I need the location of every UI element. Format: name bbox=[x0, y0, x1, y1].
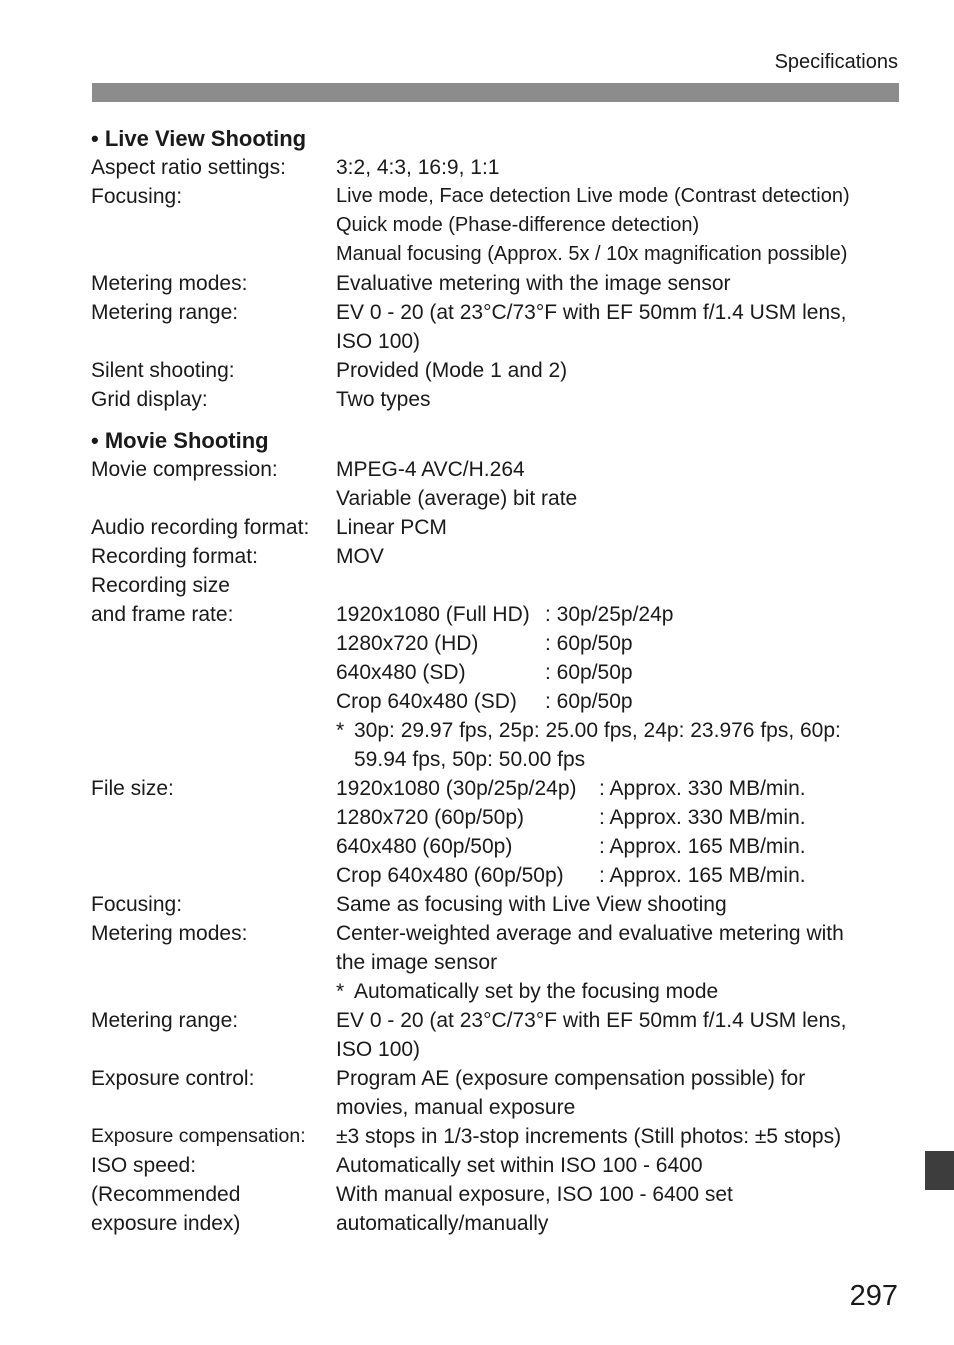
spec-label: Focusing: bbox=[91, 185, 183, 208]
size-row bbox=[336, 658, 901, 687]
file-size-row bbox=[336, 803, 901, 832]
spec-value: MOV bbox=[336, 545, 384, 568]
spec-label: Exposure control: bbox=[91, 1067, 255, 1090]
spec-row-recording-format bbox=[91, 542, 901, 571]
spec-label-line: ISO speed: bbox=[91, 1154, 197, 1177]
page-number: 297 bbox=[849, 1280, 898, 1312]
spec-value: movies, manual exposure bbox=[336, 1096, 576, 1119]
spec-label-line: and frame rate: bbox=[91, 603, 234, 626]
file-size-mode: 1920x1080 (30p/25p/24p) bbox=[336, 777, 577, 800]
spec-label-line: exposure index) bbox=[91, 1212, 241, 1235]
spec-value: Linear PCM bbox=[336, 516, 447, 539]
spec-value: EV 0 - 20 (at 23°C/73°F with EF 50mm f/1.4 USM lens, bbox=[336, 301, 847, 324]
spec-label-line: (Recommended bbox=[91, 1183, 241, 1206]
spec-value: EV 0 - 20 (at 23°C/73°F with EF 50mm f/1.4 USM lens, bbox=[336, 1009, 847, 1032]
spec-row-iso-speed bbox=[91, 1151, 901, 1238]
spec-value: Two types bbox=[336, 388, 431, 411]
fps-note bbox=[336, 716, 901, 774]
spec-row-recording-size bbox=[91, 571, 901, 774]
size-row bbox=[336, 600, 901, 629]
size-rate: : 60p/50p bbox=[545, 661, 633, 684]
spec-value: Evaluative metering with the image sensor bbox=[336, 272, 731, 295]
spec-value: Manual focusing (Approx. 5x / 10x magnification possible) bbox=[336, 243, 848, 265]
spec-label: File size: bbox=[91, 777, 174, 800]
spec-row-aspect-ratio bbox=[91, 153, 901, 182]
spec-content bbox=[91, 124, 901, 1238]
spec-row-movie-metering-modes bbox=[91, 919, 901, 1006]
spec-label: Metering range: bbox=[91, 301, 239, 324]
note-asterisk: * bbox=[336, 980, 345, 1003]
spec-row-exposure-control bbox=[91, 1064, 901, 1122]
file-size-mode: 1280x720 (60p/50p) bbox=[336, 806, 524, 829]
spec-row-compression bbox=[91, 455, 901, 513]
spec-value: Live mode, Face detection Live mode (Contrast detection) bbox=[336, 185, 850, 207]
running-header: Specifications bbox=[774, 51, 898, 73]
file-size-row bbox=[336, 861, 901, 890]
spec-value: Provided (Mode 1 and 2) bbox=[336, 359, 568, 382]
spec-label: Recording format: bbox=[91, 545, 258, 568]
spec-label: Focusing: bbox=[91, 893, 183, 916]
file-size-value: : Approx. 330 MB/min. bbox=[599, 806, 806, 829]
spec-value: ISO 100) bbox=[336, 330, 421, 353]
file-size-value: : Approx. 330 MB/min. bbox=[599, 777, 806, 800]
spec-label: Movie compression: bbox=[91, 458, 278, 481]
size-name: Crop 640x480 (SD) bbox=[336, 690, 517, 713]
header-bar bbox=[92, 83, 899, 102]
spec-value: Quick mode (Phase-difference detection) bbox=[336, 214, 700, 236]
spec-label: Aspect ratio settings: bbox=[91, 156, 286, 179]
spec-label bbox=[91, 571, 336, 774]
spec-value: 3:2, 4:3, 16:9, 1:1 bbox=[336, 156, 500, 179]
spec-value: ISO 100) bbox=[336, 1038, 421, 1061]
live-view-section bbox=[91, 124, 901, 414]
spec-value: ±3 stops in 1/3-stop increments (Still photos: ±5 stops) bbox=[336, 1125, 842, 1148]
file-size-mode: Crop 640x480 (60p/50p) bbox=[336, 864, 564, 887]
size-rate: : 60p/50p bbox=[545, 690, 633, 713]
file-size-value: : Approx. 165 MB/min. bbox=[599, 835, 806, 858]
spec-value: With manual exposure, ISO 100 - 6400 set bbox=[336, 1183, 733, 1206]
spec-row-silent-shooting bbox=[91, 356, 901, 385]
size-name: 640x480 (SD) bbox=[336, 661, 466, 684]
spec-row-file-size bbox=[91, 774, 901, 890]
spec-row-movie-focusing bbox=[91, 890, 901, 919]
file-size-row bbox=[336, 832, 901, 861]
spec-row-metering-range bbox=[91, 298, 901, 356]
spec-label: Metering range: bbox=[91, 1009, 239, 1032]
spec-row-exposure-compensation bbox=[91, 1122, 901, 1151]
spec-value: Same as focusing with Live View shooting bbox=[336, 893, 727, 916]
spec-row-movie-metering-range bbox=[91, 1006, 901, 1064]
spec-label: Silent shooting: bbox=[91, 359, 235, 382]
spec-label-line: Recording size bbox=[91, 574, 230, 597]
spec-label: Exposure compensation: bbox=[91, 1125, 306, 1147]
note-asterisk: * bbox=[336, 719, 345, 742]
spec-value: Variable (average) bit rate bbox=[336, 487, 578, 510]
spec-value: automatically/manually bbox=[336, 1212, 549, 1235]
spec-label bbox=[91, 1151, 336, 1238]
size-name: 1280x720 (HD) bbox=[336, 632, 479, 655]
spec-label: Metering modes: bbox=[91, 922, 248, 945]
spec-row-metering-modes bbox=[91, 269, 901, 298]
spec-label: Metering modes: bbox=[91, 272, 248, 295]
size-row bbox=[336, 687, 901, 716]
file-size-value: : Approx. 165 MB/min. bbox=[599, 864, 806, 887]
spec-label: Grid display: bbox=[91, 388, 208, 411]
note-text: 30p: 29.97 fps, 25p: 25.00 fps, 24p: 23.976 fps, 60p: bbox=[354, 719, 841, 742]
movie-section bbox=[91, 426, 901, 1238]
size-name: 1920x1080 (Full HD) bbox=[336, 603, 530, 626]
note-text: 59.94 fps, 50p: 50.00 fps bbox=[354, 748, 586, 771]
spec-value: Automatically set within ISO 100 - 6400 bbox=[336, 1154, 703, 1177]
spec-value: Program AE (exposure compensation possible) for bbox=[336, 1067, 806, 1090]
spec-row-focusing bbox=[91, 182, 901, 269]
spec-value: Center-weighted average and evaluative metering with bbox=[336, 922, 844, 945]
chapter-tab bbox=[925, 1151, 954, 1190]
file-size-row bbox=[336, 774, 901, 803]
spec-row-grid-display bbox=[91, 385, 901, 414]
spec-label: Audio recording format: bbox=[91, 516, 310, 539]
spec-value: the image sensor bbox=[336, 951, 498, 974]
spec-row-audio-format bbox=[91, 513, 901, 542]
size-rate: : 30p/25p/24p bbox=[545, 603, 674, 626]
section-title-movie: • Movie Shooting bbox=[91, 428, 269, 453]
metering-note bbox=[336, 977, 901, 1006]
file-size-mode: 640x480 (60p/50p) bbox=[336, 835, 513, 858]
section-title-live-view: • Live View Shooting bbox=[91, 126, 307, 151]
size-rate: : 60p/50p bbox=[545, 632, 633, 655]
spec-value: MPEG-4 AVC/H.264 bbox=[336, 458, 525, 481]
size-row bbox=[336, 629, 901, 658]
note-text: Automatically set by the focusing mode bbox=[354, 980, 719, 1003]
